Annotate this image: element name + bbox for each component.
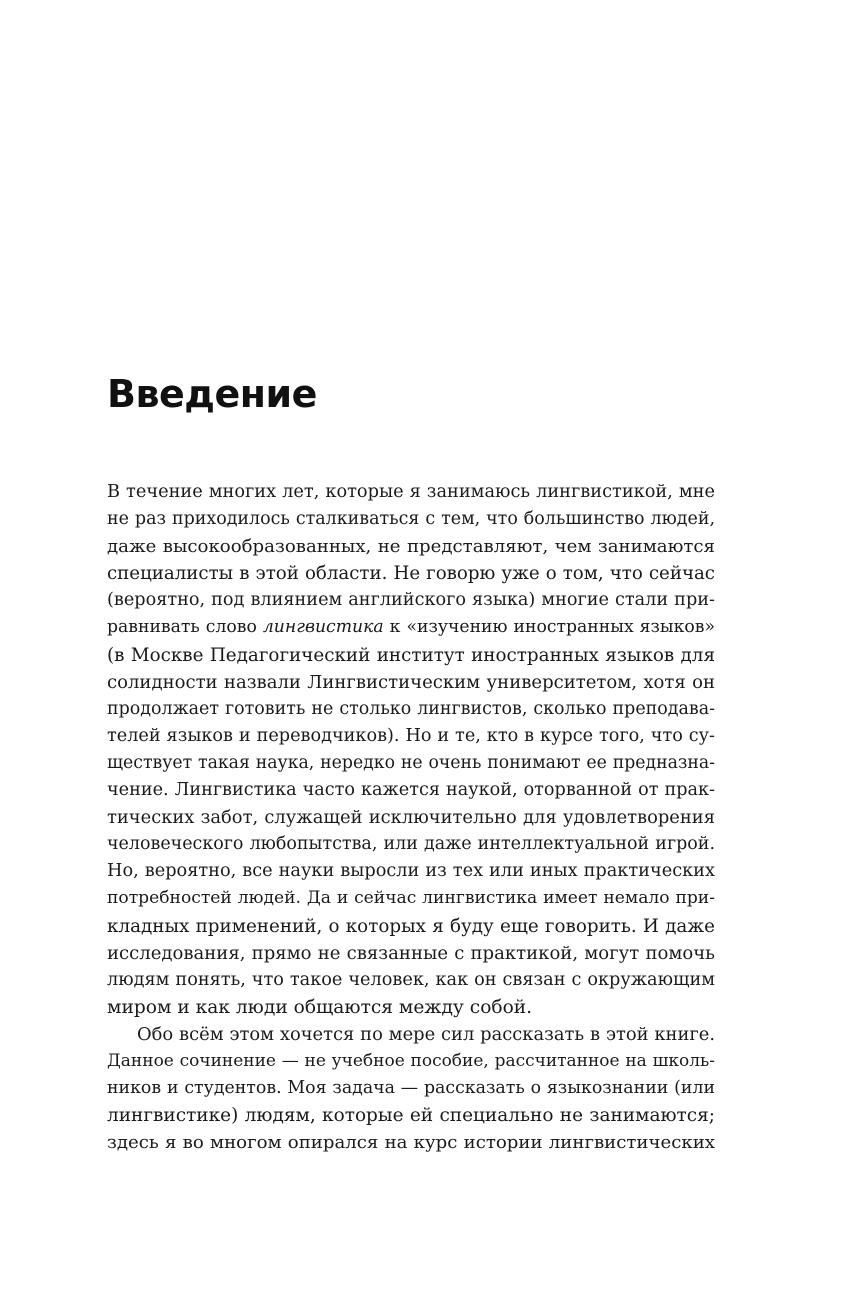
text-line: солидности назвали Лингвистическим университетом, хотя он xyxy=(107,671,715,693)
text-line: телей языков и переводчиков). Но и те, кто в курсе того, что су- xyxy=(107,725,715,746)
text-segment: равнивать слово xyxy=(107,617,263,638)
text-line: (в Москве Педагогический институт иностранных языков для xyxy=(107,644,715,666)
text-line: людям понять, что такое человек, как он связан с окружающим xyxy=(107,969,715,990)
text-line: ществует такая наука, нередко не очень понимают ее предназна- xyxy=(107,752,715,773)
text-line xyxy=(107,614,715,641)
text-line: не раз приходилось сталкиваться с тем, что большинство людей, xyxy=(107,509,715,530)
text-line: В течение многих лет, которые я занимаюсь лингвистикой, мне xyxy=(107,482,715,502)
text-line: Но, вероятно, все науки выросли из тех или иных практических xyxy=(107,861,715,882)
text-line: здесь я во многом опирался на курс истории лингвистических xyxy=(107,1132,715,1154)
text-segment: к «изучению иностранных языков» xyxy=(383,617,715,638)
body-text xyxy=(107,479,715,1156)
text-line: Данное сочинение — не учебное пособие, рассчитанное на школь- xyxy=(107,1050,715,1071)
text-line: ников и студентов. Моя задача — рассказать о языкознании (или xyxy=(107,1078,715,1099)
text-line: миром и как люди общаются между собой. xyxy=(107,996,533,1018)
text-line: исследования, прямо не связанные с практикой, могут помочь xyxy=(107,942,715,964)
text-line: чение. Лингвистика часто кажется наукой, оторванной от прак- xyxy=(107,780,715,801)
italic-term: лингвистика xyxy=(262,617,384,638)
text-line: кладных применений, о которых я буду еще говорить. И даже xyxy=(107,915,715,937)
text-line: специалисты в этой области. Не говорю уже о том, что сейчас xyxy=(107,563,715,585)
text-line: Обо всём этом хочется по мере сил рассказать в этой книге. xyxy=(137,1023,715,1045)
text-line: человеческого любопытства, или даже интеллектуальной игрой. xyxy=(107,834,715,855)
paragraph-2 xyxy=(107,1021,715,1156)
text-line: даже высокообразованных, не представляют, чем занимаются xyxy=(107,536,715,558)
chapter-title: Введение xyxy=(107,372,317,416)
text-line: потребностей людей. Да и сейчас лингвистика имеет немало при- xyxy=(107,888,715,909)
text-line: (вероятно, под влиянием английского языка) многие стали при- xyxy=(107,590,715,611)
text-line: продолжает готовить не столько лингвистов, сколько преподава- xyxy=(107,698,715,719)
paragraph-1 xyxy=(107,479,715,1021)
text-line: лингвистике) людям, которые ей специально не занимаются; xyxy=(107,1105,715,1127)
text-line: тических забот, служащей исключительно для удовлетворения xyxy=(107,807,715,829)
